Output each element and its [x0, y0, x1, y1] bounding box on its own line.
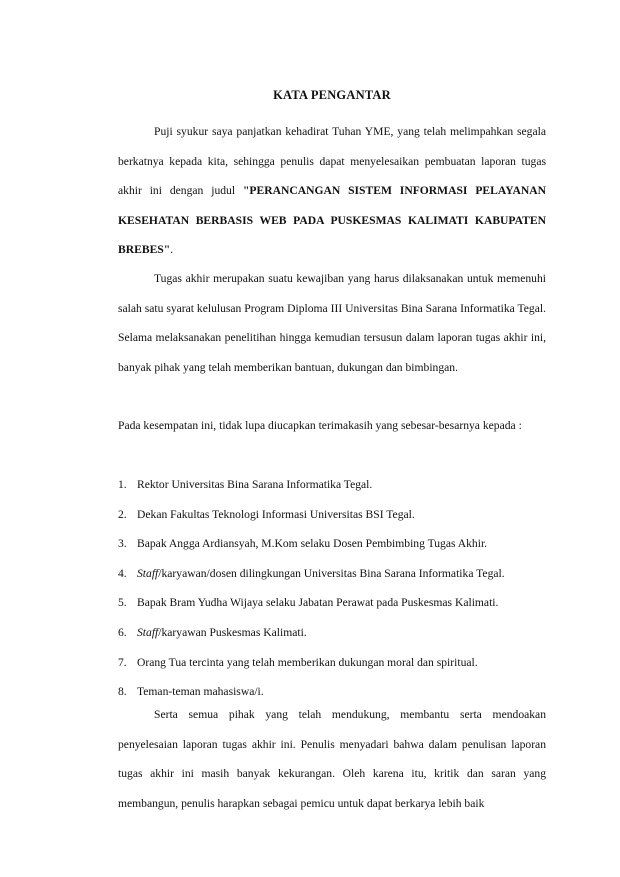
list-text: Bapak Bram Yudha Wijaya selaku Jabatan Perawat pada Puskesmas Kalimati.	[137, 596, 499, 610]
list-text: Teman-teman mahasiswa/i.	[137, 685, 264, 699]
list-number: 8.	[118, 685, 127, 699]
list-item	[118, 648, 546, 678]
list-number: 1.	[118, 478, 127, 491]
list-italic: Staff	[137, 566, 159, 580]
intro-text: Puji syukur saya panjatkan kehadirat Tuhan YME, yang telah melimpahkan segala berkatnya kepada kita, sehingga penulis dapat menyelesaikan pembuatan laporan tugas akhir ini dengan judul	[118, 125, 546, 198]
list-item	[118, 588, 546, 618]
list-item	[118, 618, 546, 648]
list-number: 6.	[118, 625, 127, 639]
list-italic: Staff	[137, 625, 159, 639]
list-text: Dekan Fakultas Teknologi Informasi Universitas BSI Tegal.	[137, 507, 415, 521]
list-number: 5.	[118, 596, 127, 610]
list-number: 2.	[118, 507, 127, 521]
paragraph-intro	[118, 117, 546, 265]
list-item	[118, 500, 546, 530]
paragraph-obligation: Tugas akhir merupakan suatu kewajiban yang harus dilaksanakan untuk memenuhi salah satu syarat kelulusan Program Diploma III Universitas Bina Sarana Informatika Tegal. Selama melaksanakan penelitihan hingga kemudian tersusun dalam laporan tugas akhir ini, banyak pihak yang telah memberikan bantuan, dukungan dan bimbingan.	[118, 272, 546, 374]
acknowledgement-list	[118, 470, 546, 707]
list-text: Orang Tua tercinta yang telah memberikan dukungan moral dan spiritual.	[137, 655, 478, 669]
list-number: 3.	[118, 537, 127, 551]
list-text: Bapak Angga Ardiansyah, M.Kom selaku Dosen Pembimbing Tugas Akhir.	[137, 537, 488, 551]
list-text: /karyawan/dosen dilingkungan Universitas Bina Sarana Informatika Tegal.	[158, 566, 505, 580]
list-item	[118, 559, 546, 589]
list-item	[118, 529, 546, 559]
list-item	[118, 470, 546, 500]
list-number: 7.	[118, 655, 127, 669]
intro-tail: .	[170, 243, 174, 257]
list-number: 4.	[118, 566, 127, 580]
list-text: /karyawan Puskesmas Kalimati.	[158, 625, 307, 639]
page-title: KATA PENGANTAR	[273, 88, 391, 102]
list-text: Rektor Universitas Bina Sarana Informatika Tegal.	[137, 478, 373, 491]
paragraph-thanks: Pada kesempatan ini, tidak lupa diucapkan terimakasih yang sebesar-besarnya kepada :	[118, 419, 522, 432]
thesis-title: "PERANCANGAN SISTEM INFORMASI PELAYANAN KESEHATAN BERBASIS WEB PADA PUSKESMAS KALIMATI KABUPATEN BREBES"	[118, 184, 546, 257]
paragraph-closing: Serta semua pihak yang telah mendukung, membantu serta mendoakan penyelesaian laporan tugas akhir ini. Penulis menyadari bahwa dalam penulisan laporan tugas akhir ini masih banyak kekurangan. Oleh karena itu, kritik dan saran yang membangun, penulis harapkan sebagai pemicu untuk dapat berkarya lebih baik	[118, 708, 546, 810]
